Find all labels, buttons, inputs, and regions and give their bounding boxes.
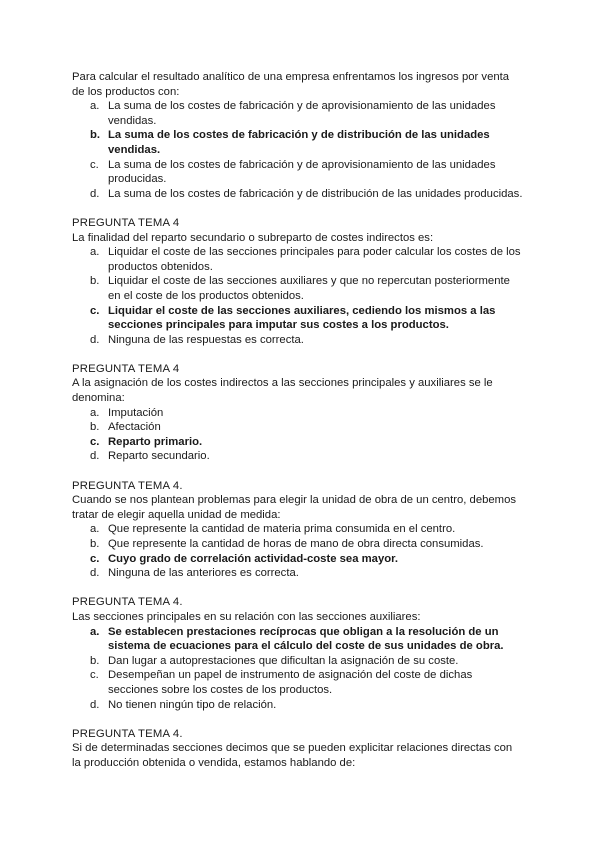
option-text: La suma de los costes de fabricación y de distribución de las unidades vendidas.	[108, 129, 490, 156]
question-text: Cuando se nos plantean problemas para elegir la unidad de obra de un centro, debemos tratar de elegir aquella unidad de medida:	[72, 494, 517, 521]
option-text: Cuyo grado de correlación actividad-coste sea mayor.	[108, 552, 399, 565]
question-6	[72, 727, 524, 771]
option-letter: c.	[90, 158, 99, 171]
option-d	[72, 187, 524, 202]
option-letter: a.	[90, 625, 100, 638]
option-c	[72, 158, 524, 187]
option-letter: b.	[90, 275, 100, 288]
option-d	[72, 333, 524, 348]
option-text: Afectación	[108, 421, 161, 434]
option-d	[72, 449, 524, 464]
option-d	[72, 698, 524, 713]
options-list	[72, 245, 524, 347]
document-page	[72, 70, 524, 771]
question-2	[72, 216, 524, 347]
option-text: Ninguna de las respuestas es correcta.	[108, 333, 304, 346]
option-letter: a.	[90, 246, 100, 259]
option-text: Se establecen prestaciones recíprocas que obligan a la resolución de un sistema de ecuaciones para el cálculo del coste de sus unidades de obra.	[108, 625, 504, 653]
option-text: Liquidar el coste de las secciones principales para poder calcular los costes de los productos obtenidos.	[108, 246, 521, 273]
option-text: Ninguna de las anteriores es correcta.	[108, 567, 299, 580]
question-4	[72, 479, 524, 581]
option-a	[72, 406, 524, 421]
option-letter: d.	[90, 333, 100, 346]
option-letter: a.	[90, 406, 100, 419]
options-list	[72, 406, 524, 464]
option-text: Desempeñan un papel de instrumento de asignación del coste de dichas secciones sobre los costes de los productos.	[108, 669, 473, 696]
option-d	[72, 566, 524, 581]
question-text: Para calcular el resultado analítico de una empresa enfrentamos los ingresos por venta de los productos con:	[72, 71, 510, 98]
option-text: Imputación	[108, 406, 164, 419]
option-c-correct	[72, 552, 524, 567]
option-b	[72, 654, 524, 669]
option-b	[72, 537, 524, 552]
option-letter: c.	[90, 552, 100, 565]
option-letter: c.	[90, 669, 99, 682]
option-text: La suma de los costes de fabricación y de distribución de las unidades producidas.	[108, 187, 523, 200]
option-c	[72, 668, 524, 697]
option-letter: d.	[90, 450, 100, 463]
question-text: La finalidad del reparto secundario o subreparto de costes indirectos es:	[72, 231, 434, 244]
option-c-correct	[72, 304, 524, 333]
option-b	[72, 274, 524, 303]
option-letter: d.	[90, 187, 100, 200]
option-text: Liquidar el coste de las secciones auxiliares y que no repercutan posteriormente en el coste de los productos obtenidos.	[108, 275, 510, 302]
option-a-correct	[72, 625, 524, 654]
option-text: Que represente la cantidad de horas de mano de obra directa consumidas.	[108, 538, 484, 550]
option-letter: b.	[90, 421, 100, 434]
options-list	[72, 99, 524, 201]
question-5	[72, 595, 524, 712]
option-text: Dan lugar a autoprestaciones que dificultan la asignación de su coste.	[108, 654, 459, 667]
option-text: No tienen ningún tipo de relación.	[108, 698, 277, 711]
option-letter: b.	[90, 129, 101, 142]
option-letter: a.	[90, 100, 100, 113]
option-letter: b.	[90, 538, 100, 550]
option-text: Liquidar el coste de las secciones auxiliares, cediendo los mismos a las secciones principales para imputar sus costes a los productos.	[108, 304, 496, 332]
option-letter: d.	[90, 567, 100, 580]
question-text: A la asignación de los costes indirectos a las secciones principales y auxiliares se le denomina:	[72, 377, 493, 405]
option-letter: c.	[90, 435, 100, 448]
option-b	[72, 420, 524, 435]
option-a	[72, 522, 524, 537]
option-text: La suma de los costes de fabricación y de aprovisionamiento de las unidades producidas.	[108, 158, 496, 186]
option-text: Que represente la cantidad de materia prima consumida en el centro.	[108, 523, 456, 536]
option-c-correct	[72, 435, 524, 450]
option-b-correct	[72, 128, 524, 157]
question-header: PREGUNTA TEMA 4.	[72, 479, 183, 492]
option-text: Reparto primario.	[108, 435, 203, 448]
option-a	[72, 99, 524, 128]
question-header: PREGUNTA TEMA 4	[72, 216, 180, 229]
options-list	[72, 625, 524, 713]
question-header: PREGUNTA TEMA 4	[72, 362, 180, 375]
question-text: Las secciones principales en su relación con las secciones auxiliares:	[72, 610, 421, 623]
option-letter: b.	[90, 654, 100, 667]
question-1	[72, 70, 524, 201]
question-3	[72, 362, 524, 464]
option-letter: c.	[90, 304, 100, 317]
option-a	[72, 245, 524, 274]
option-text: La suma de los costes de fabricación y de aprovisionamiento de las unidades vendidas.	[108, 100, 496, 127]
option-text: Reparto secundario.	[108, 450, 210, 463]
options-list	[72, 522, 524, 580]
option-letter: d.	[90, 698, 100, 711]
question-header: PREGUNTA TEMA 4.	[72, 727, 183, 740]
question-text: Si de determinadas secciones decimos que se pueden explicitar relaciones directas con la producción obtenida o vendida, estamos hablando de:	[72, 742, 513, 769]
option-letter: a.	[90, 523, 100, 536]
question-header: PREGUNTA TEMA 4.	[72, 596, 183, 609]
